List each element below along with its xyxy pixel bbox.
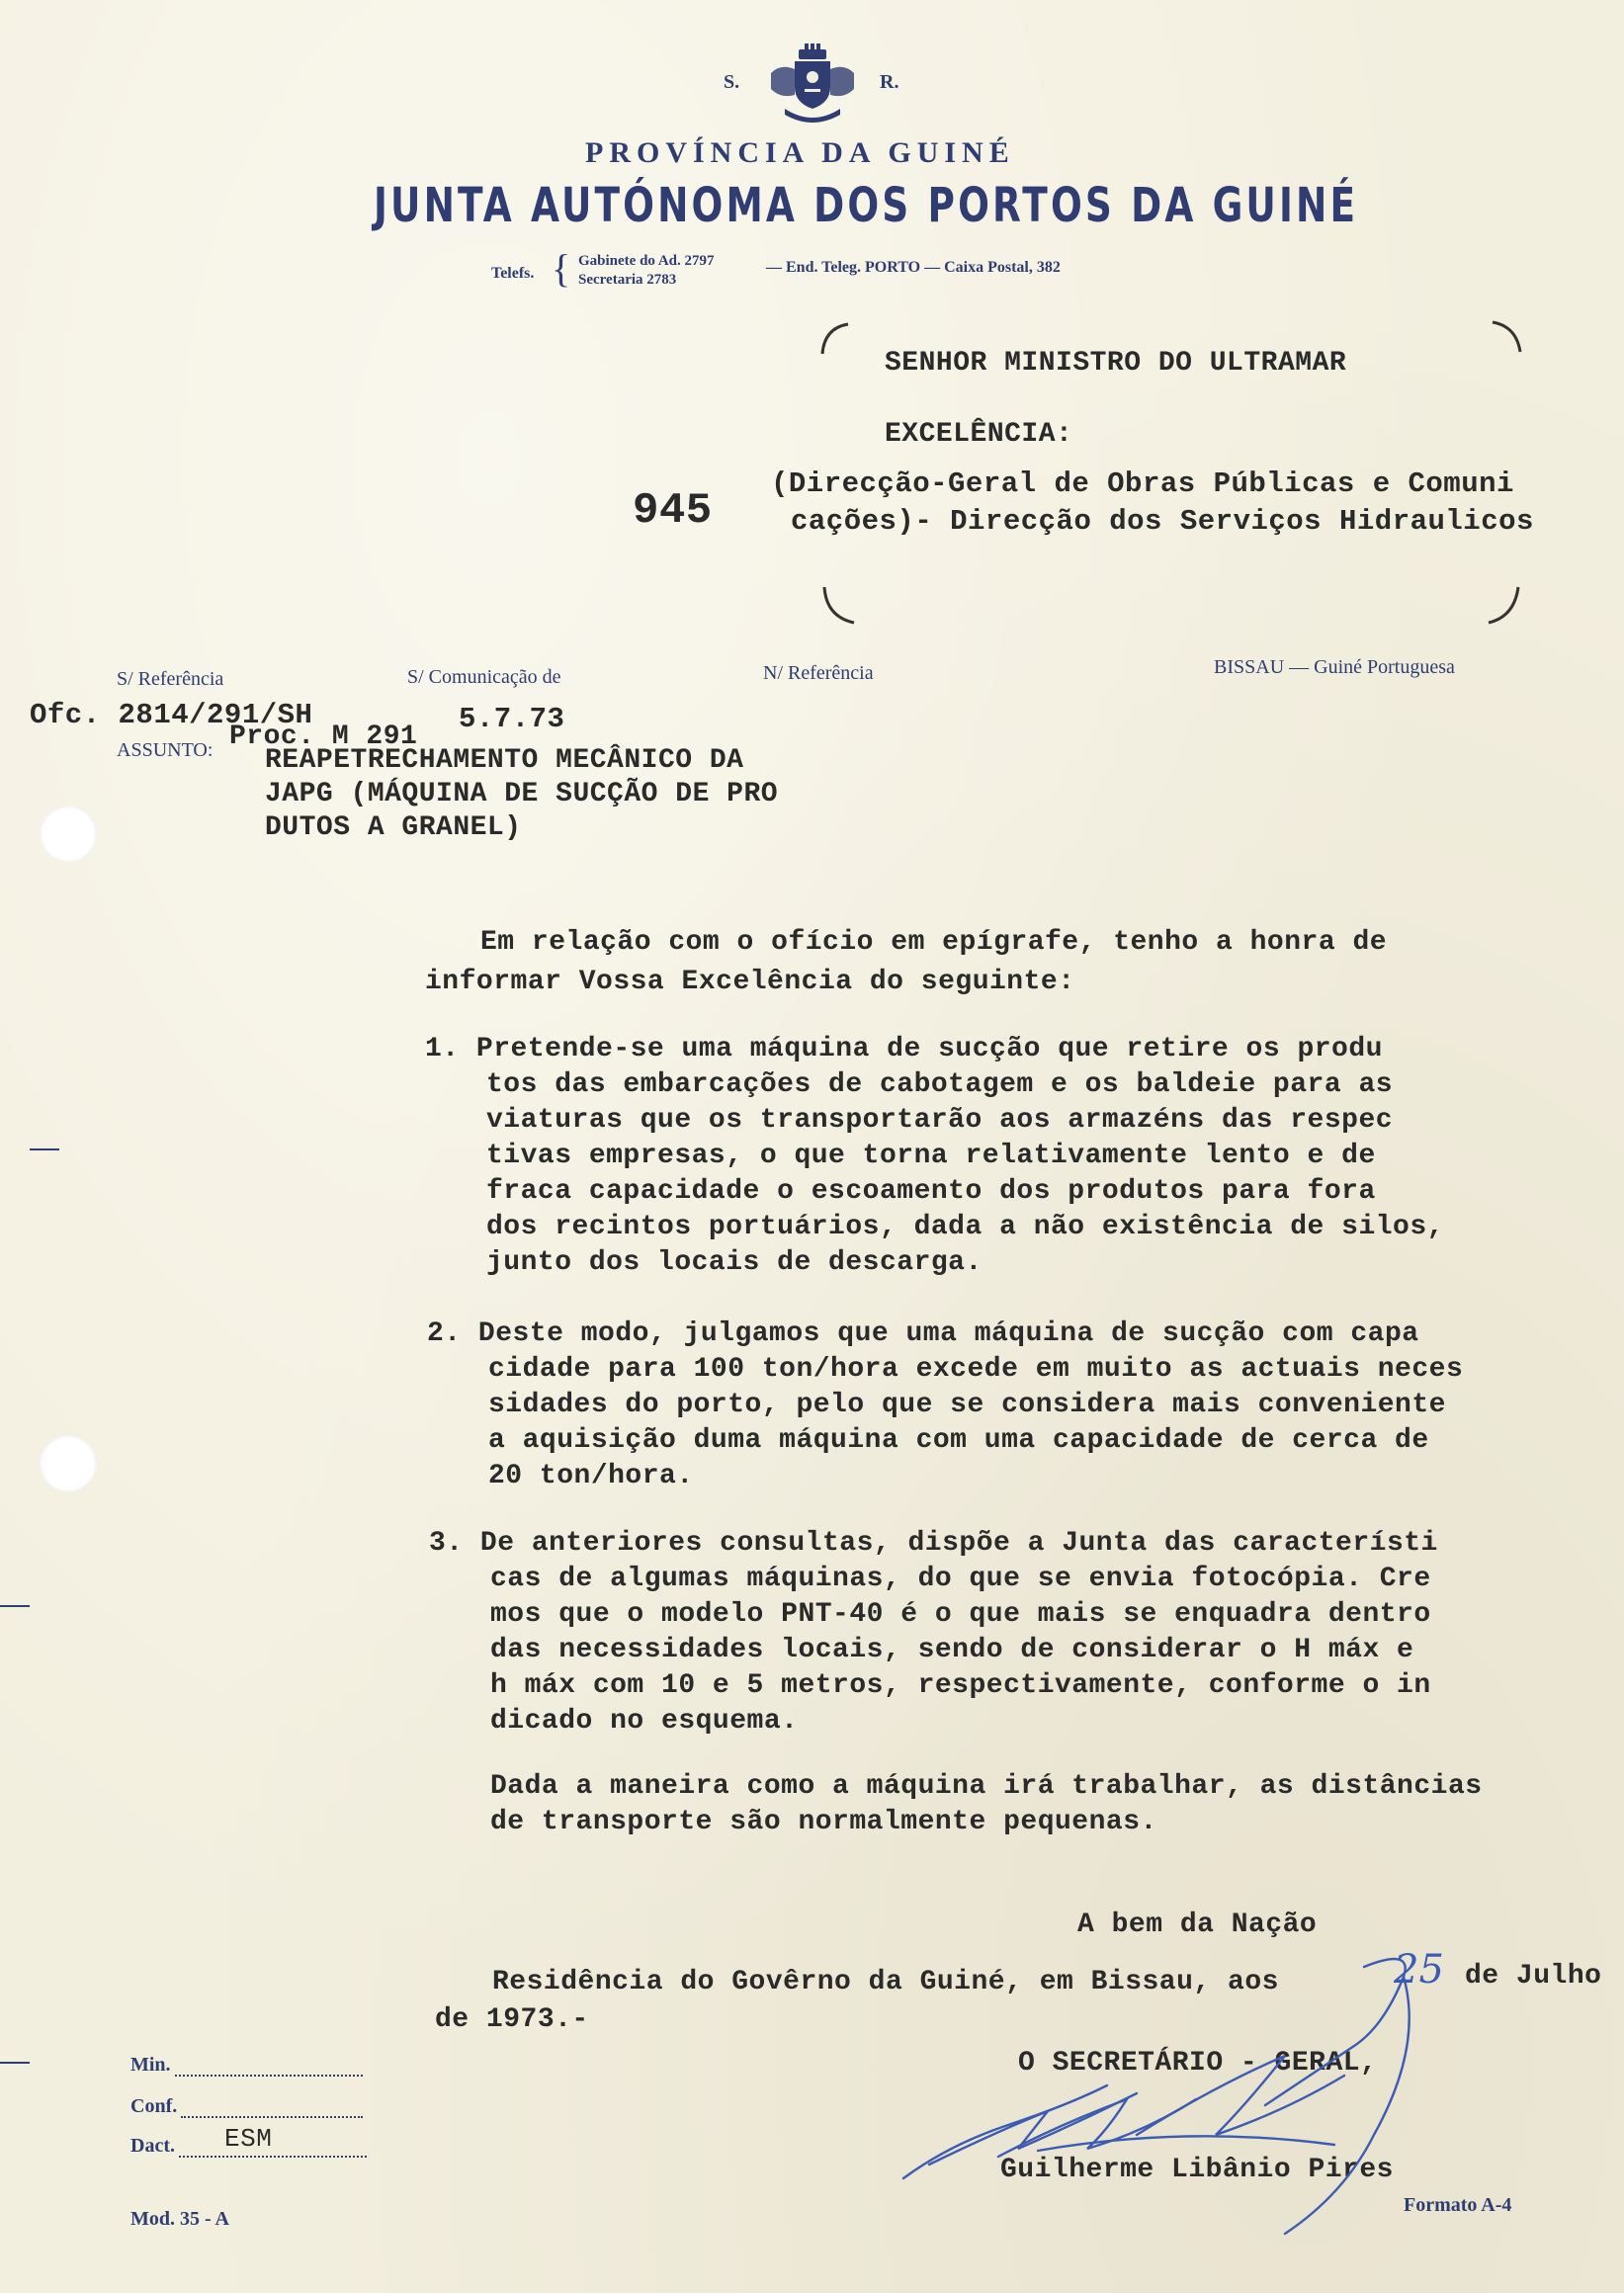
handwritten-day: 25 — [1394, 1947, 1444, 1993]
paragraph-line: dicado no esquema. — [490, 1706, 799, 1737]
conf-label: Conf. — [130, 2095, 178, 2117]
your-communication-label: S/ Comunicação de — [407, 666, 561, 688]
place-label: BISSAU — Guiné Portuguesa — [1214, 656, 1455, 678]
min-label: Min. — [130, 2054, 171, 2076]
conf-line — [181, 2096, 363, 2118]
dact-value: ESM — [223, 2124, 273, 2154]
paragraph-line: cidade para 100 ton/hora excede em muito as actuais neces — [488, 1354, 1464, 1385]
brace: { — [552, 246, 571, 291]
paragraph-line: de transporte são normalmente pequenas. — [490, 1807, 1157, 1837]
secretaria-phone: Secretaria 2783 — [578, 272, 677, 288]
form-model: Mod. 35 - A — [130, 2208, 229, 2230]
margin-mark — [30, 1148, 59, 1150]
dact-label: Dact. — [130, 2135, 175, 2157]
subject-line-1: REAPETRECHAMENTO MECÂNICO DA — [265, 745, 744, 776]
paragraph-2 — [427, 1316, 1463, 1494]
subject-line-3: DUTOS A GRANEL) — [265, 812, 522, 843]
conf-field — [130, 2095, 363, 2118]
paragraph-line: cas de algumas máquinas, do que se envia fotocópia. Cre — [490, 1564, 1431, 1594]
paragraph-line: 2. Deste modo, julgamos que uma máquina de sucção com capa — [427, 1318, 1419, 1349]
paragraph-line: dos recintos portuários, dada a não existência de silos, — [486, 1212, 1444, 1242]
telephone-label: Telefs. — [491, 265, 535, 282]
paragraph-line: fraca capacidade o escoamento dos produtos para fora — [486, 1176, 1376, 1207]
paragraph-line: 3. De anteriores consultas, dispõe a Junta das característi — [429, 1528, 1438, 1559]
paragraph-line: tivas empresas, o que torna relativamente lento e de — [486, 1141, 1376, 1171]
organization-name: JUNTA AUTÓNOMA DOS PORTOS DA GUINÉ — [374, 178, 1359, 233]
letterhead-r: R. — [880, 71, 899, 93]
recipient-salutation: EXCELÊNCIA: — [885, 419, 1073, 450]
communication-date: 5.7.73 — [459, 703, 565, 735]
recipient-department-1: (Direcção-Geral de Obras Públicas e Comuni — [771, 467, 1514, 500]
your-reference-label: S/ Referência — [117, 668, 224, 690]
signatory-title: O SECRETÁRIO - GERAL, — [1018, 2048, 1378, 2079]
coat-of-arms-icon — [765, 43, 860, 123]
paragraph-line: a aquisição duma máquina com uma capacidade de cerca de — [488, 1425, 1429, 1456]
intro-line-2: informar Vossa Excelência do seguinte: — [425, 967, 1075, 997]
punch-hole-bottom — [40, 1435, 97, 1492]
paragraph-line: 20 ton/hora. — [488, 1461, 694, 1491]
closing-motto: A bem da Nação — [1077, 1910, 1318, 1940]
paragraph-1 — [425, 1032, 1444, 1281]
document-number: 945 — [633, 486, 713, 536]
dact-field — [130, 2124, 367, 2158]
paragraph-line: tos das embarcações de cabotagem e os baldeie para as — [486, 1069, 1394, 1100]
letterhead-s: S. — [724, 71, 740, 93]
gabinete-phone: Gabinete do Ad. 2797 — [578, 253, 715, 269]
paragraph-line: mos que o modelo PNT-40 é o que mais se enquadra dentro — [490, 1599, 1431, 1630]
residence-line: Residência do Govêrno da Guiné, em Bissau, aos — [492, 1967, 1279, 1997]
residence-month: de Julho — [1465, 1961, 1602, 1992]
paper-format: Formato A-4 — [1404, 2194, 1512, 2216]
punch-hole-top — [40, 806, 97, 863]
our-reference-label: N/ Referência — [763, 662, 874, 684]
process-number: Proc. M 291 — [229, 722, 418, 752]
dact-line — [179, 2124, 367, 2158]
min-line — [175, 2055, 363, 2077]
margin-mark — [0, 1605, 30, 1607]
paragraph-line: sidades do porto, pelo que se considera mais conveniente — [488, 1390, 1446, 1420]
paragraph-3 — [429, 1526, 1438, 1740]
subject-line-2: JAPG (MÁQUINA DE SUCÇÃO DE PRO — [265, 779, 779, 809]
subject-label: ASSUNTO: — [117, 739, 214, 761]
intro-line-1: Em relação com o ofício em epígrafe, tenho a honra de — [480, 927, 1388, 958]
min-field — [130, 2054, 363, 2077]
signatory-name: Guilherme Libânio Pires — [1000, 2155, 1394, 2185]
paragraph-line: Dada a maneira como a máquina irá trabalhar, as distâncias — [490, 1771, 1483, 1802]
closing-year: de 1973.- — [435, 2004, 589, 2035]
paragraph-line: viaturas que os transportarão aos armazéns das respec — [486, 1105, 1394, 1136]
margin-mark — [0, 2062, 30, 2064]
province-name: PROVÍNCIA DA GUINÉ — [585, 136, 1015, 169]
office-reference: Ofc. 2814/291/SH — [30, 699, 313, 731]
recipient-title: SENHOR MINISTRO DO ULTRAMAR — [885, 348, 1347, 379]
paragraph-line: junto dos locais de descarga. — [486, 1247, 983, 1278]
paragraph-4 — [490, 1769, 1483, 1840]
paragraph-line: h máx com 10 e 5 metros, respectivamente, conforme o in — [490, 1670, 1431, 1701]
paragraph-line: das necessidades locais, sendo de considerar o H máx e — [490, 1635, 1414, 1665]
recipient-department-2: cações)- Direcção dos Serviços Hidraulicos — [791, 505, 1534, 538]
telegraph-address: — End. Teleg. PORTO — Caixa Postal, 382 — [766, 259, 1061, 276]
paragraph-line: 1. Pretende-se uma máquina de sucção que retire os produ — [425, 1034, 1383, 1064]
